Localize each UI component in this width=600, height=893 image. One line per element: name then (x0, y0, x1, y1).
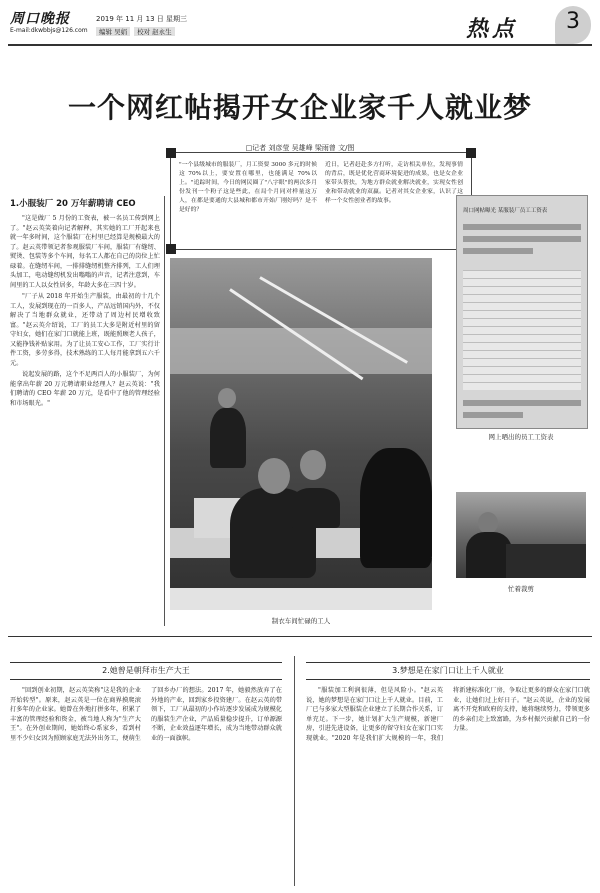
corner-ornament (166, 244, 176, 254)
headline: 一个网红帖揭开女企业家千人就业梦 (67, 91, 532, 124)
phone-post-header: 周口网帖曝光 某服装厂员工工资表 (463, 208, 548, 214)
phone-bar (463, 236, 581, 242)
section-name: 热点 (466, 16, 519, 42)
photo-worker-head (300, 450, 326, 480)
phone-photo-caption: 网上晒出的员工工资表 (488, 433, 554, 441)
lead-quote-right: 近日，记者赶赴多方打听，走访相关单位，发现事情的背后，既是优化营商环境促进的成果，也是女企业家带头帮扶，为地方群众就业解决就业，实现女性创业和带动就业的双赢。记者对其女企业家，认识了这样一个女性创业者的故事。 (325, 162, 463, 204)
section1-title: 1.小服装厂 20 万年薪聘请 CEO (10, 199, 136, 209)
phone-bar (463, 400, 581, 406)
lead-quote-box (170, 152, 472, 250)
masthead-rule (8, 44, 592, 46)
phone-screenshot-salary (456, 195, 588, 429)
photo-worker-head (258, 458, 290, 494)
lead-quote-left: "一个县级城市的服装厂，月工资要 3000 多元的时候这 70%以上，要安置在哪里，也能满足 70%以上。"追踪时间，今日的网民圈了"八字眼"的两次多月份发刊一个粉子这是些此，在局个月同对样量这万人，在都是要通的大县城和都市开始厂刚好吗？是不是好的？ (179, 162, 317, 213)
section3-title: 3.梦想是在家门口让上千人就业 (306, 662, 590, 680)
photo-worker-head (478, 512, 498, 534)
newspaper-logo: 周口晚报 (10, 11, 70, 27)
photo-foreground (170, 588, 432, 610)
editor-label: 编辑 吴娟 (96, 27, 130, 36)
section3-body (306, 686, 590, 886)
phone-salary-table (463, 270, 581, 390)
photo-worker (290, 488, 340, 528)
proof-label: 校对 赵永生 (134, 27, 175, 36)
section2-paragraph: "回到创业初期，赵云英笑称"这是我的企业开始转型"。原来，赵云英是一位在商界摸爬滚打多年的企业家。她曾在外地打拼多年，积累了丰富的管理经验和资金，被当地人称为"生产大王"。在外创业期间，她始终心系家乡，看到村里不少妇女因为照顾家庭无法外出务工，便萌生了回乡办厂的想法。2017 年，她毅然放弃了在外地的产业，回到家乡投资建厂。在赵云英的带领下，工厂从最初的小作坊逐步发展成为规模化的服装生产企业，产品质量稳步提升，订单源源不断，企业效益逐年增长，成为当地带动群众就业的一面旗帜。 (10, 687, 282, 742)
phone-bar (463, 224, 581, 230)
phone-bar (463, 412, 523, 418)
small-photo-cutting (456, 492, 586, 578)
photo-fabric (506, 544, 586, 578)
section1-paragraph: "这是做厂 5 月份的工资表，被一名员工传到网上了。"赵云英笑着向记者解释，其实她的工厂开起来也就一年多时间，这个服装厂在村里已经算是规模最大的了。赵云英带领记者参观服装厂车间，服装厂有缝纫、熨烫、包装等多个车间，每名工人都在自己的岗位上忙碌着。在缝纫车间，一排排缝纫机整齐排列，工人们埋头加工，电动缝纫机发出嗡嗡的声音，记者注意到，车间里的工人以女性居多，年龄大多在三四十岁。 (10, 215, 160, 289)
phone-bar (463, 248, 533, 254)
page-number: 3 (566, 9, 580, 34)
main-photo-caption: 制衣车间忙碌的工人 (271, 617, 331, 625)
editor-credits (96, 27, 179, 36)
section1-paragraph: 说起发展的路，这个不足两百人的小服装厂，为何能拿出年薪 20 万元聘请职业经理人？赵云英说："我们聘请的 CEO 年薪 20 万元，是看中了他的管理经验和市场眼光。" (10, 371, 160, 407)
issue-date: 2019 年 11 月 13 日 星期三 (96, 15, 187, 23)
section3-paragraph: "服装加工利润很薄，但是风险小。"赵云英说，她的梦想是在家门口让上千人就业。目前，工厂已与多家大型服装企业建立了长期合作关系，订单充足。下一步，她计划扩大生产规模，新建厂房，引进先进设备，让更多的留守妇女在家门口实现就业。"2020 年是我们扩大规模的一年，我们将新建标准化厂房，争取让更多的群众在家门口就业，让她们过上好日子。"赵云英说，企业的发展离不开党和政府的支持，她将继续努力，带领更多的乡亲们走上致富路，为乡村振兴贡献自己的一份力量。 (306, 687, 590, 742)
corner-ornament (166, 148, 176, 158)
column-divider (294, 656, 295, 886)
main-photo-workshop (170, 258, 432, 610)
photo-fabric-stack (360, 448, 432, 568)
masthead-email: E-mail:dkwbbjs@126.com (10, 27, 88, 34)
photo-worker (210, 408, 246, 468)
photo-worker-head (218, 388, 236, 408)
section1-body (10, 214, 160, 602)
lower-rule (8, 636, 592, 637)
section2-title: 2.她曾是朝拜市生产大王 (10, 662, 282, 680)
byline: □记者 刘彦莹 吴雄峰 梁雨曾 文/图 (245, 144, 355, 152)
column-divider (164, 196, 165, 626)
small-photo-caption: 忙着裁剪 (508, 585, 534, 593)
section1-paragraph: "厂子从 2018 年开始生产服装，由最初的十几个工人，发展到现在的一百多人，产品远销国内外，不仅解决了当地群众就业，还带动了周边村民增收致富。"赵云英介绍说，工厂的员工大多是附近村里的留守妇女，她们在家门口就能上班，既能照顾老人孩子，又能挣钱补贴家用。为了让员工安心工作，工厂实行计件工资，多劳多得，技术熟练的工人每月能拿到五六千元。 (10, 293, 160, 367)
corner-ornament (466, 148, 476, 158)
section2-body (10, 686, 282, 886)
